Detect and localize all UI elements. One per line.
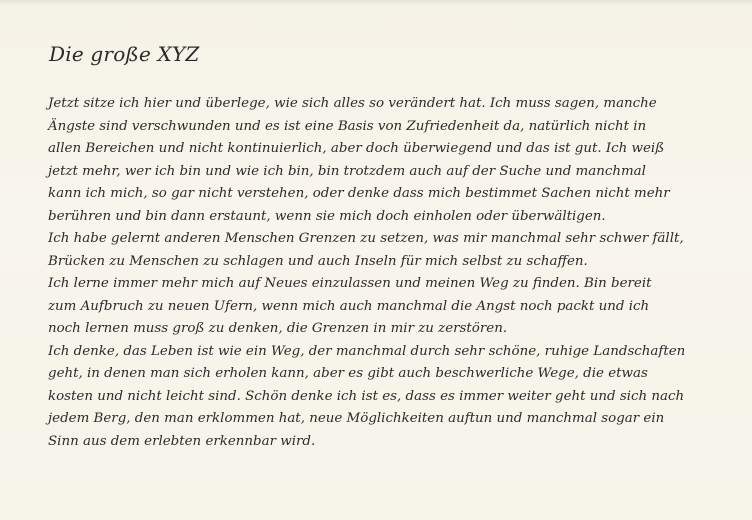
text-line: Ängste sind verschwunden und es ist eine Basis von Zufriedenheit da, natürlich nicht in [48, 118, 647, 134]
text-line: Ich denke, das Leben ist wie ein Weg, der manchmal durch sehr schöne, ruhige Landschaften [48, 343, 686, 359]
text-line: Ich habe gelernt anderen Menschen Grenzen zu setzen, was mir manchmal sehr schwer fällt, [48, 231, 684, 246]
text-line: jetzt mehr, wer ich bin und wie ich bin, bin trotzdem auch auf der Suche und manchmal [48, 163, 646, 179]
text-line: zum Aufbruch zu neuen Ufern, wenn mich auch manchmal die Angst noch packt und ich [48, 298, 650, 314]
text-line: kann ich mich, so gar nicht verstehen, oder denke dass mich bestimmet Sachen nicht mehr [48, 186, 670, 201]
text-line: jedem Berg, den man erklommen hat, neue Möglichkeiten auftun und manchmal sogar ein [48, 411, 665, 426]
text-line: Ich lerne immer mehr mich auf Neues einzulassen und meinen Weg zu finden. Bin bereit [48, 276, 652, 291]
text-line: allen Bereichen und nicht kontinuierlich, aber doch überwiegend und das ist gut. Ich weiß [48, 141, 665, 156]
text-line: geht, in denen man sich erholen kann, aber es gibt auch beschwerliche Wege, die etwas [48, 366, 648, 381]
document-body [48, 93, 738, 453]
text-line: Jetzt sitze ich hier und überlege, wie sich alles so verändert hat. Ich muss sagen, manche [48, 96, 657, 111]
text-line: berühren und bin dann erstaunt, wenn sie mich doch einholen oder überwältigen. [48, 208, 606, 224]
page-title: Die große XYZ [49, 42, 200, 66]
text-line: Sinn aus dem erlebten erkennbar wird. [48, 433, 316, 449]
text-line: Brücken zu Menschen zu schlagen und auch Inseln für mich selbst zu schaffen. [48, 253, 588, 269]
text-line: kosten und nicht leicht sind. Schön denke ich ist es, dass es immer weiter geht und sich nach [48, 388, 685, 404]
text-line: noch lernen muss groß zu denken, die Grenzen in mir zu zerstören. [48, 321, 508, 336]
